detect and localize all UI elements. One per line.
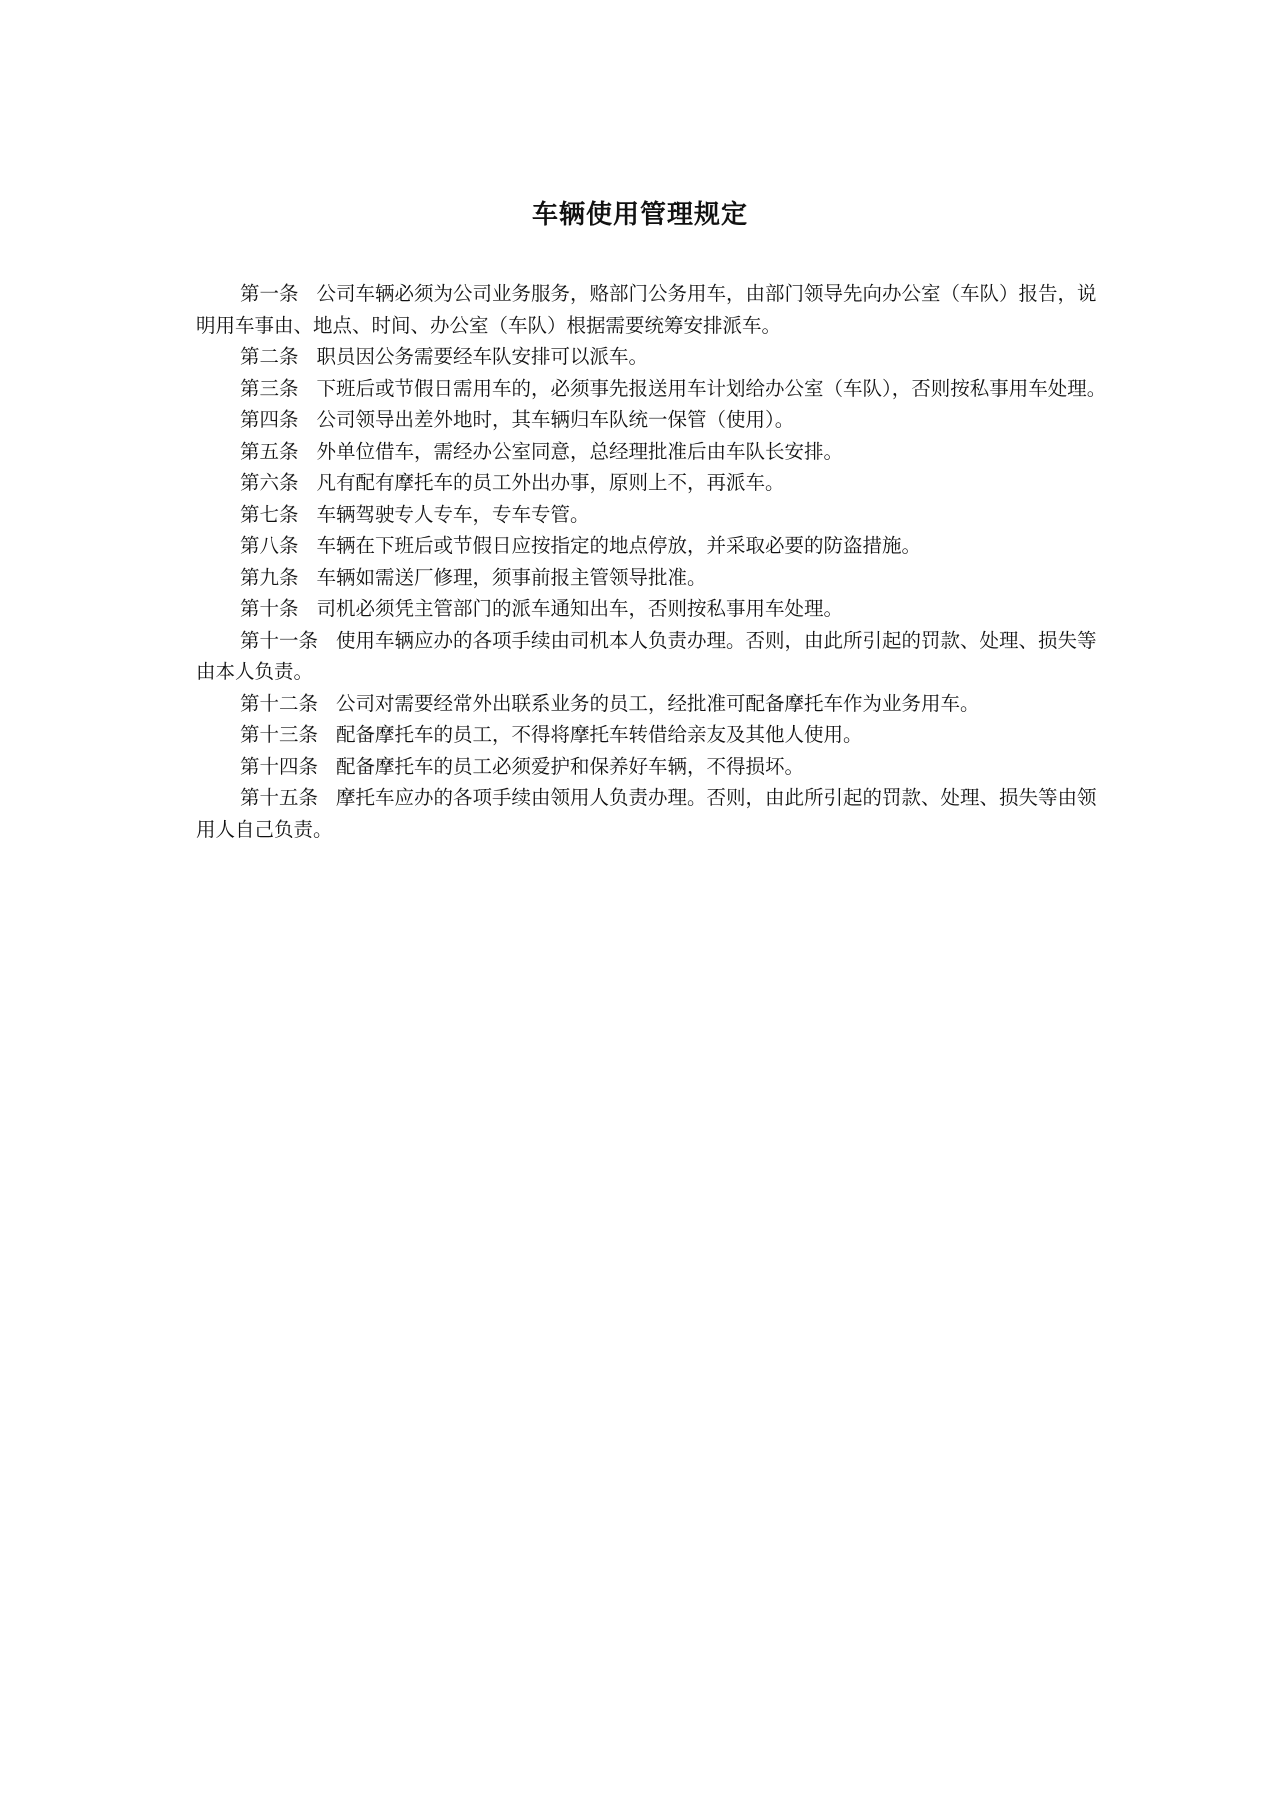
article-text: 凡有配有摩托车的员工外出办事，原则上不，再派车。 <box>316 471 785 494</box>
article-number: 第三条 <box>240 376 299 400</box>
article-text: 配备摩托车的员工必须爱护和保养好车辆，不得损坏。 <box>336 754 805 778</box>
article-text: 车辆驾驶专人专车，专车专管。 <box>316 502 590 526</box>
article-9 <box>196 562 1116 594</box>
article-text: 下班后或节假日需用车的，必须事先报送用车计划给办公室（车队），否则按私事用车处理。 <box>316 376 1107 400</box>
article-number: 第五条 <box>240 439 299 463</box>
article-13 <box>196 719 1116 751</box>
article-number: 第九条 <box>240 565 299 589</box>
article-number: 第二条 <box>240 345 299 368</box>
article-6 <box>196 467 1116 499</box>
article-number: 第十三条 <box>240 723 319 746</box>
article-2 <box>196 341 1116 373</box>
article-text: 车辆如需送厂修理，须事前报主管领导批准。 <box>316 565 707 589</box>
article-number: 第八条 <box>240 534 299 557</box>
article-text: 职员因公务需要经车队安排可以派车。 <box>316 345 649 368</box>
article-8 <box>196 530 1116 562</box>
article-12 <box>196 688 1116 720</box>
article-text: 司机必须凭主管部门的派车通知出车，否则按私事用车处理。 <box>316 597 844 620</box>
article-number: 第四条 <box>240 408 299 431</box>
article-text: 公司领导出差外地时，其车辆归车队统一保管（使用）。 <box>316 408 795 431</box>
article-11 <box>196 625 1116 688</box>
article-number: 第十四条 <box>240 754 319 778</box>
document-body <box>196 278 1116 845</box>
article-number: 第七条 <box>240 502 299 526</box>
article-text: 配备摩托车的员工，不得将摩托车转借给亲友及其他人使用。 <box>336 723 863 746</box>
article-number: 第十条 <box>240 597 299 620</box>
article-number: 第十一条 <box>240 628 319 652</box>
article-number: 第十五条 <box>240 786 319 809</box>
article-4 <box>196 404 1116 436</box>
article-10 <box>196 593 1116 625</box>
article-text: 使用车辆应办的各项手续由司机本人负责办理。否则，由此所引起的罚款、处理、损失等由本人负责。 <box>196 628 1097 683</box>
article-7 <box>196 499 1116 531</box>
article-number: 第十二条 <box>240 691 319 715</box>
article-text: 摩托车应办的各项手续由领用人负责办理。否则，由此所引起的罚款、处理、损失等由领用人自己负责。 <box>196 786 1097 841</box>
article-number: 第六条 <box>240 471 299 494</box>
article-text: 车辆在下班后或节假日应按指定的地点停放，并采取必要的防盗措施。 <box>316 534 922 557</box>
article-text: 公司车辆必须为公司业务服务，赂部门公务用车，由部门领导先向办公室（车队）报告，说明用车事由、地点、时间、办公室（车队）根据需要统筹安排派车。 <box>196 282 1097 337</box>
article-5 <box>196 436 1116 468</box>
article-text: 公司对需要经常外出联系业务的员工，经批准可配备摩托车作为业务用车。 <box>336 691 980 715</box>
article-3 <box>196 373 1116 405</box>
article-15 <box>196 782 1116 845</box>
article-text: 外单位借车，需经办公室同意，总经理批准后由车队长安排。 <box>316 439 844 463</box>
document-title: 车辆使用管理规定 <box>531 200 748 230</box>
article-number: 第一条 <box>240 282 299 305</box>
article-14 <box>196 751 1116 783</box>
article-1 <box>196 278 1116 341</box>
